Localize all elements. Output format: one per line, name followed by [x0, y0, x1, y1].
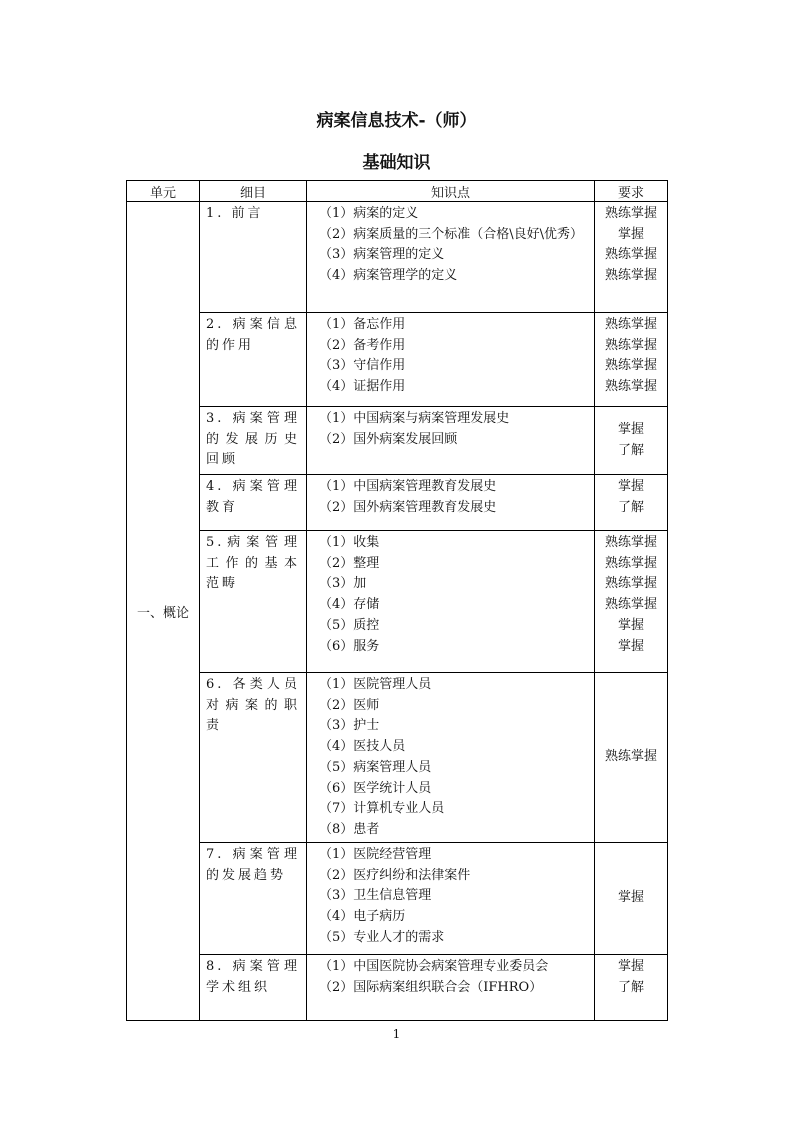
knowledge-point: （7）计算机专业人员 [319, 801, 445, 817]
points-cell [307, 531, 595, 673]
knowledge-point: （5）病案管理人员 [319, 759, 432, 775]
knowledge-point: （6）医学统计人员 [319, 780, 432, 796]
requirement-cell [595, 955, 668, 1021]
section-title: 基础知识 [362, 153, 431, 173]
knowledge-point: （4）证据作用 [319, 379, 406, 395]
knowledge-point: （2）国外病案发展回顾 [319, 431, 458, 447]
requirement-level: 熟练掌握 [604, 379, 657, 395]
item-cell: 3. 病案管理的发展历史回顾 [200, 407, 307, 475]
item-cell: 1. 前言 [200, 202, 307, 313]
points-cell [307, 673, 595, 843]
points-cell [307, 407, 595, 475]
requirement-cell [595, 673, 668, 843]
table-row [127, 531, 668, 673]
item-cell: 4. 病案管理教育 [200, 475, 307, 531]
knowledge-point: （4）电子病历 [319, 909, 406, 925]
knowledge-point: （3）病案管理的定义 [319, 247, 445, 263]
points-cell [307, 202, 595, 313]
item-cell: 6. 各类人员对病案的职责 [200, 673, 307, 843]
document-title: 病案信息技术-（师） [316, 111, 477, 131]
knowledge-point: （1）收集 [319, 535, 380, 550]
knowledge-point: （2）备考作用 [319, 337, 406, 353]
requirement-cell [595, 475, 668, 531]
knowledge-point: （1）医院管理人员 [319, 677, 432, 692]
points-cell [307, 313, 595, 407]
requirement-cell [595, 531, 668, 673]
knowledge-point: （2）国际病案组织联合会（IFHRO） [319, 979, 543, 995]
table-row [127, 202, 668, 313]
requirement-level: 熟练掌握 [604, 576, 657, 592]
knowledge-point: （4）病案管理学的定义 [319, 268, 458, 284]
requirement-cell [595, 202, 668, 313]
requirement-cell [595, 843, 668, 955]
knowledge-point: （3）卫生信息管理 [319, 888, 432, 904]
knowledge-point: （2）病案质量的三个标准（合格\良好\优秀） [319, 226, 584, 242]
requirement-level: 掌握 [617, 617, 644, 633]
header-item: 细目 [200, 181, 307, 202]
requirement-level: 熟练掌握 [604, 337, 657, 353]
requirement-cell [595, 313, 668, 407]
knowledge-point: （2）整理 [319, 555, 380, 571]
knowledge-point: （1）病案的定义 [319, 206, 419, 221]
knowledge-point: （2）医师 [319, 697, 380, 713]
header-points: 知识点 [307, 181, 595, 202]
knowledge-point: （3）加 [319, 576, 367, 592]
requirement-level: 了解 [617, 979, 644, 995]
knowledge-point: （8）患者 [319, 821, 380, 837]
requirement-level: 熟练掌握 [604, 317, 657, 332]
knowledge-point: （3）护士 [319, 718, 380, 734]
requirement-level: 熟练掌握 [604, 749, 657, 765]
requirement-level: 掌握 [617, 638, 644, 654]
requirement-level: 掌握 [617, 421, 644, 437]
header-requirement: 要求 [595, 181, 668, 202]
knowledge-point: （3）守信作用 [319, 358, 406, 374]
item-cell: 8. 病案管理学术组织 [200, 955, 307, 1021]
points-cell [307, 843, 595, 955]
table-row [127, 313, 668, 407]
requirement-level: 掌握 [617, 890, 644, 906]
knowledge-point: （2）医疗纠纷和法律案件 [319, 867, 471, 883]
requirement-level: 熟练掌握 [604, 268, 657, 284]
item-cell: 5.病案管理工作的基本范畴 [200, 531, 307, 673]
requirement-cell [595, 407, 668, 475]
requirement-level: 掌握 [617, 479, 644, 494]
requirement-level: 掌握 [617, 959, 644, 974]
unit-cell: 一、概论 [127, 202, 200, 1021]
requirement-level: 熟练掌握 [604, 247, 657, 263]
table-row [127, 475, 668, 531]
knowledge-point: （1）中国医院协会病案管理专业委员会 [319, 959, 549, 974]
requirement-level: 熟练掌握 [604, 597, 657, 613]
item-cell: 7. 病案管理的发展趋势 [200, 843, 307, 955]
table-header-row [127, 181, 668, 202]
table-row [127, 843, 668, 955]
requirement-level: 了解 [617, 499, 644, 515]
requirement-level: 熟练掌握 [604, 358, 657, 374]
header-unit: 单元 [127, 181, 200, 202]
requirement-level: 熟练掌握 [604, 535, 657, 550]
knowledge-point: （6）服务 [319, 638, 380, 654]
knowledge-point: （4）医技人员 [319, 739, 406, 755]
table-row [127, 407, 668, 475]
knowledge-point: （4）存储 [319, 597, 380, 613]
requirement-level: 了解 [617, 442, 644, 458]
points-cell [307, 475, 595, 531]
knowledge-point: （1）中国病案与病案管理发展史 [319, 411, 510, 426]
syllabus-table [126, 180, 668, 1021]
requirement-level: 掌握 [617, 226, 644, 242]
requirement-level: 熟练掌握 [604, 555, 657, 571]
table-row [127, 673, 668, 843]
knowledge-point: （1）中国病案管理教育发展史 [319, 479, 497, 494]
page-number: 1 [392, 1027, 401, 1041]
requirement-level: 熟练掌握 [604, 206, 657, 221]
knowledge-point: （5）专业人才的需求 [319, 929, 445, 945]
points-cell [307, 955, 595, 1021]
table-row [127, 955, 668, 1021]
knowledge-point: （5）质控 [319, 617, 380, 633]
knowledge-point: （1）医院经营管理 [319, 847, 432, 862]
item-cell: 2. 病案信息的作用 [200, 313, 307, 407]
knowledge-point: （2）国外病案管理教育发展史 [319, 499, 497, 515]
knowledge-point: （1）备忘作用 [319, 317, 406, 332]
